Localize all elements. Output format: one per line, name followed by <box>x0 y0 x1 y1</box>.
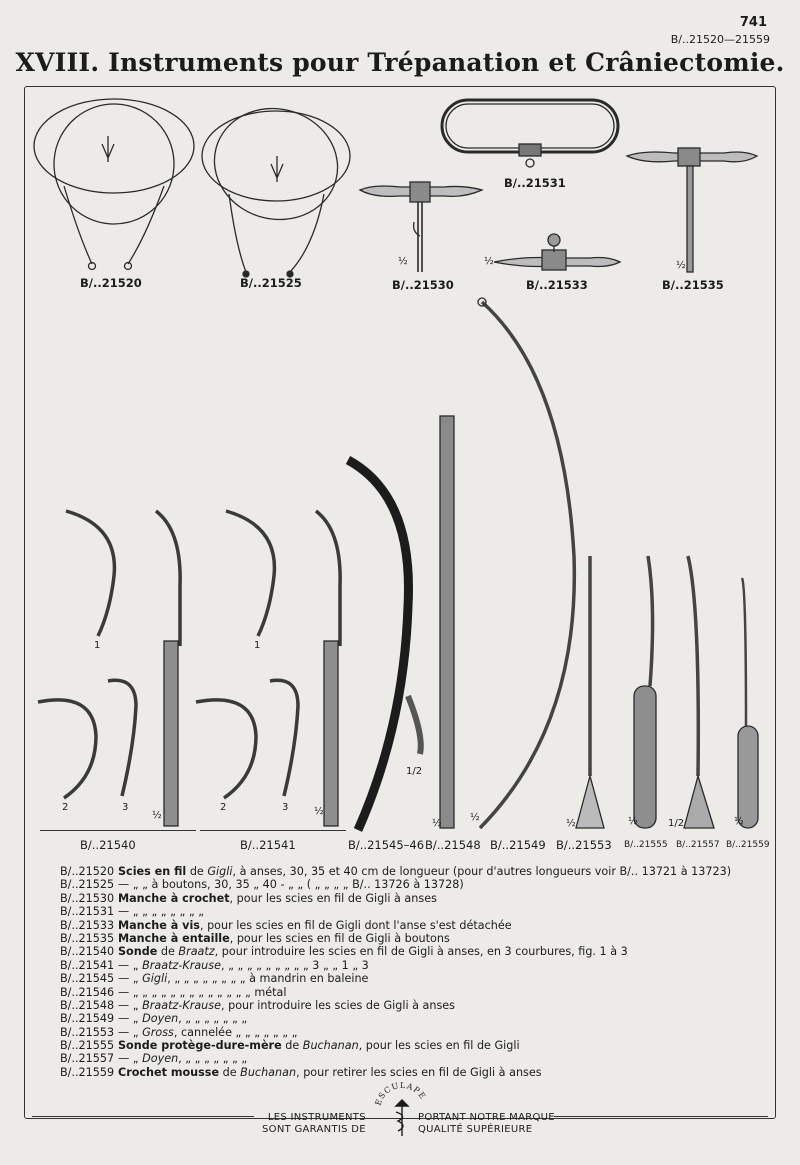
legend-row: B/..21546 — „ „ „ „ „ „ „ „ „ „ „ „ „ métal <box>60 985 287 999</box>
scale-mark: ½ <box>432 818 442 829</box>
legend-row: B/..21520 Scies en fil de Gigli, à anses, 30, 35 et 40 cm de longueur (pour d'autres longueurs voir B/.. 13721 à 13723) <box>60 865 732 878</box>
legend-row: B/..21540 Sonde de Braatz, pour introduire les scies en fil de Gigli à anses, en 3 courbures, fig. 1 à 3 <box>60 945 628 959</box>
scale-mark: ½ <box>470 812 480 823</box>
scale-mark: ½ <box>314 806 324 817</box>
legend-row: B/..21559 Crochet mousse de Buchanan, pour retirer les scies en fil de Gigli à anses <box>60 1065 542 1079</box>
legend-row: B/..21545 — „ Gigli, „ „ „ „ „ „ „ „ à mandrin en baleine <box>60 972 369 986</box>
instrument-illustrations <box>24 86 776 866</box>
scale-mark: ½ <box>484 256 494 267</box>
footer-left-text: LES INSTRUMENTS SONT GARANTIS DE <box>262 1112 366 1135</box>
legend-row: B/..21531 — „ „ „ „ „ „ „ „ <box>60 905 205 919</box>
figure-label-21533: B/..21533 <box>526 278 588 292</box>
buchanan-guard-illustration <box>634 686 656 828</box>
scale-mark: 1/2 <box>668 818 685 829</box>
bracket-21540 <box>40 830 196 831</box>
doyen-arc-probe-illustration <box>480 302 574 828</box>
figure-number-1: 1 <box>94 640 101 651</box>
figure-label-21530: B/..21530 <box>392 278 454 292</box>
legend-row: B/..21530 Manche à crochet, pour les scies en fil de Gigli à anses <box>60 891 437 905</box>
hook-handle-illustration <box>360 182 482 272</box>
braatz-krause-probe-handle <box>324 641 338 826</box>
braatz-probe-set-illustration <box>38 511 180 798</box>
figure-label-21557: B/..21557 <box>676 840 720 850</box>
page-title: XVIII. Instruments pour Trépanation et Crâniectomie. <box>15 48 785 77</box>
figure-label-21549: B/..21549 <box>490 838 546 852</box>
notch-handle-illustration <box>627 148 757 272</box>
svg-text:ESCULAPE: ESCULAPE <box>373 1080 428 1107</box>
braatz-probe-handle <box>164 641 178 826</box>
screw-handle-illustration <box>494 234 620 270</box>
footer-right-text: PORTANT NOTRE MARQUE QUALITÉ SUPÉRIEURE <box>418 1112 555 1135</box>
figure-label-21520: B/..21520 <box>80 276 142 290</box>
legend-row: B/..21549 — „ Doyen, „ „ „ „ „ „ „ <box>60 1012 248 1026</box>
trademark-footer <box>24 1072 776 1142</box>
figure-label-21525: B/..21525 <box>240 276 302 290</box>
footer-rule-left <box>32 1116 254 1117</box>
catalog-legend <box>60 865 760 1079</box>
figure-label-21535: B/..21535 <box>662 278 724 292</box>
reference-range: B/..21520—21559 <box>670 33 770 46</box>
buchanan-hook-illustration <box>738 726 758 828</box>
figure-number-1: 1 <box>254 640 261 651</box>
scale-mark: ½ <box>566 818 576 829</box>
braatz-krause-probe-set-illustration <box>196 511 340 798</box>
figure-label-21540: B/..21540 <box>80 838 136 852</box>
legend-row: B/..21533 Manche à vis, pour les scies en fil de Gigli dont l'anse s'est détachée <box>60 918 512 932</box>
wire-saw-loops-illustration <box>34 88 194 269</box>
braatz-krause-straight-probe <box>440 416 454 828</box>
figure-label-21555: B/..21555 <box>624 840 668 850</box>
scale-mark: ½ <box>734 816 744 827</box>
frame-handle-illustration <box>442 100 618 167</box>
wire-saw-buttons-illustration <box>202 95 350 277</box>
figure-number-2: 2 <box>62 802 69 813</box>
figure-label-21545-46: B/..21545–46 <box>348 838 425 852</box>
scale-mark: ½ <box>152 810 162 821</box>
legend-row: B/..21525 — „ „ à boutons, 30, 35 „ 40 - „ „ ( „ „ „ „ B/.. 13726 à 13728) <box>60 878 464 892</box>
figure-number-3: 3 <box>122 802 129 813</box>
scale-mark: 1/2 <box>406 766 423 777</box>
figure-label-21541: B/..21541 <box>240 838 296 852</box>
scale-mark: ½ <box>398 256 408 267</box>
bracket-21541 <box>200 830 346 831</box>
scale-mark: ½ <box>628 816 638 827</box>
gigli-curved-probe-illustration <box>348 460 409 830</box>
figure-label-21559: B/..21559 <box>726 840 770 850</box>
figure-label-21531: B/..21531 <box>504 176 566 190</box>
legend-row: B/..21548 — „ Braatz-Krause, pour introduire les scies de Gigli à anses <box>60 998 456 1012</box>
doyen-guard-illustration <box>684 776 714 828</box>
figure-label-21553: B/..21553 <box>556 838 612 852</box>
figure-number-3: 3 <box>282 802 289 813</box>
footer-rule-right <box>554 1116 768 1117</box>
legend-row: B/..21535 Manche à entaille, pour les scies en fil de Gigli à boutons <box>60 931 450 945</box>
page-number: 741 <box>739 15 767 30</box>
figure-label-21548: B/..21548 <box>425 838 481 852</box>
legend-row: B/..21553 — „ Gross, cannelée „ „ „ „ „ „ „ <box>60 1025 298 1039</box>
scale-mark: ½ <box>676 260 686 271</box>
figure-number-2: 2 <box>220 802 227 813</box>
legend-row: B/..21555 Sonde protège-dure-mère de Buchanan, pour les scies en fil de Gigli <box>60 1039 520 1053</box>
legend-row: B/..21541 — „ Braatz-Krause, „ „ „ „ „ „ „ „ „ 3 „ „ 1 „ 3 <box>60 958 369 972</box>
legend-row: B/..21557 — „ Doyen, „ „ „ „ „ „ „ <box>60 1052 248 1066</box>
